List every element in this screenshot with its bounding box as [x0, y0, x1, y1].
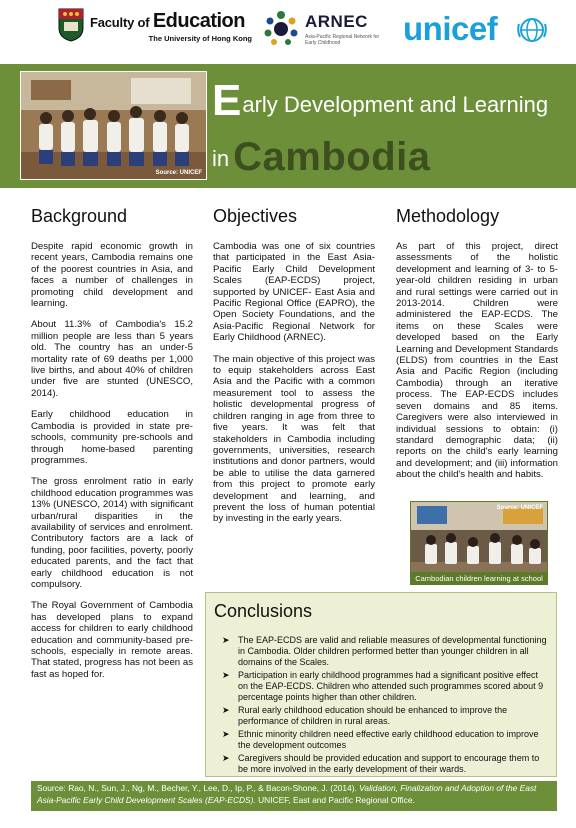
- arrow-bullet-icon: ➤: [222, 670, 230, 680]
- header-logos: [0, 0, 576, 64]
- background-paragraph: Despite rapid economic growth in recent years, Cambodia remains one of the poorest countries in Asia, and faces a number of challenges in promoting child development and learning.: [31, 241, 193, 310]
- children-photo-image: [21, 72, 207, 180]
- hku-faculty-prefix: Faculty of: [90, 15, 153, 30]
- title-rest: arly Development and Learning: [242, 92, 549, 117]
- objectives-section: [213, 206, 375, 535]
- conclusion-text: The EAP-ECDS are valid and reliable measures of developmental functioning in Cambodia. Older children performed better than younger children in all domains of the Scales.: [238, 635, 547, 667]
- arnec-logo-text: [305, 12, 383, 46]
- conclusion-text: Participation in early childhood programmes had a significant positive effect on the EAP-ECDS. Children who attended such programmes scored about 9 percentage points higher than other children.: [238, 670, 544, 702]
- school-photo-credit: Source: UNICEF: [496, 505, 543, 511]
- conclusions-list: [216, 635, 548, 777]
- hku-crest-icon: [58, 8, 84, 42]
- hku-logo-text: [90, 10, 258, 43]
- objectives-heading: Objectives: [213, 206, 298, 226]
- methodology-paragraph: As part of this project, direct assessments of the holistic development and learning of 3- to 5-year-old children residing in urban and rural settings were carried out in 2013-2014. Children were administered the EAP-ECDS. The items on these Scales were developed based on the Early Learning and Development Standards (ELDS) from countries in the East Asia and Pacific Region (including Cambodia) through an iterative process. The EAP-ECDS includes seven domains and 85 items. Caregivers were also interviewed in individual sessions to obtain: (i) standard demographic data; (ii) reports on the child's early learning and development; and (iii) information about the child's health and habits.: [396, 241, 558, 481]
- methodology-section: [396, 206, 558, 491]
- arrow-bullet-icon: ➤: [222, 705, 230, 715]
- hku-university: The University of Hong Kong: [148, 34, 252, 43]
- background-section: [31, 206, 193, 690]
- conclusion-text: Rural early childhood education should be enhanced to improve the performance of children in rural areas.: [238, 705, 508, 726]
- background-heading: Background: [31, 206, 128, 226]
- unicef-globe-icon: [516, 14, 548, 46]
- school-photo-caption: Cambodian children learning at school: [410, 572, 548, 585]
- title-country: Cambodia: [233, 135, 431, 179]
- arnec-logo-icon: [262, 9, 300, 47]
- objectives-paragraph: The main objective of this project was to equip stakeholders across East Asia and the Pacific with a common measurement tool to assess the holistic developmental progress of children ranging in age from three to five years. It was felt that stakeholders in Cambodia including governments, universities, research institutions and donor partners, would be able to utilise the data garnered from this project to promote early development and learning, and prevent the loss of human potential by investing in the early years.: [213, 353, 375, 525]
- conclusion-item: [216, 670, 548, 703]
- conclusions-box: [205, 592, 557, 777]
- methodology-heading: Methodology: [396, 206, 500, 226]
- source-title: Validation, Finalization and Adoption of the East Asia-Pacific Early Child Development Scales (EAP-ECDS).: [37, 783, 537, 805]
- conclusion-item: [216, 753, 548, 775]
- poster-subtitle: [212, 135, 430, 180]
- background-paragraph: About 11.3% of Cambodia's 15.2 million people are less than 5 years old. The country has an under-5 mortality rate of 69 deaths per 1,000 live births, and about 40% of children under five are stunted (UNESCO, 2014).: [31, 319, 193, 399]
- hku-faculty-main: Education: [152, 10, 245, 32]
- conclusion-text: Ethnic minority children need effective early childhood education to improve the development outcomes: [238, 729, 539, 750]
- arnec-subtitle: Asia-Pacific Regional Network for Early Childhood: [305, 34, 380, 46]
- unicef-logo-text: unicef: [403, 10, 498, 47]
- background-paragraph: Early childhood education in Cambodia is provided in state pre-schools, community pre-schools and through home-based parenting programmes.: [31, 409, 193, 466]
- children-photo: [20, 71, 207, 180]
- title-initial: E: [212, 76, 242, 125]
- background-paragraph: The gross enrolment ratio in early childhood education programmes was 13% (UNESCO, 2014) with significant urban/rural disparities in the availability of services and enrolment. Contributory factors are a lack of funding, poor facilities, poverty, poorly educated parents, and the fact that early childhood education is not compulsory.: [31, 476, 193, 590]
- source-citation: [31, 781, 557, 811]
- photo-credit: Source: UNICEF: [155, 170, 202, 176]
- arrow-bullet-icon: ➤: [222, 729, 230, 739]
- conclusion-item: [216, 729, 548, 751]
- conclusion-text: Caregivers should be provided education and support to encourage them to be more involved in the early development of their wards.: [238, 753, 540, 774]
- conclusions-heading: Conclusions: [214, 601, 313, 621]
- arrow-bullet-icon: ➤: [222, 753, 230, 763]
- title-in: in: [212, 146, 230, 171]
- poster-title: [212, 76, 548, 126]
- arnec-name: ARNEC: [305, 12, 368, 31]
- source-suffix: UNICEF, East and Pacific Regional Office.: [255, 794, 415, 805]
- conclusion-item: [216, 705, 548, 727]
- background-paragraph: The Royal Government of Cambodia has developed plans to expand access for children to early childhood education and community-based pre-schools, especially in remote areas. That stated, progress has not been as fast as hoped for.: [31, 600, 193, 680]
- objectives-paragraph: Cambodia was one of six countries that participated in the East Asia-Pacific Early Child Development Scales (EAP-ECDS) project, supported by UNICEF- East Asia and Pacific Regional Office (EAPRO), the Open Society Foundations, and the Asia-Pacific Regional Network for Early Childhood (ARNEC).: [213, 241, 375, 344]
- arrow-bullet-icon: ➤: [222, 635, 230, 645]
- source-prefix: Source: Rao, N., Sun, J., Ng, M., Becher, Y., Lee, D., Ip, P., & Bacon-Shone, J. (2014).: [37, 783, 360, 793]
- conclusion-item: [216, 635, 548, 668]
